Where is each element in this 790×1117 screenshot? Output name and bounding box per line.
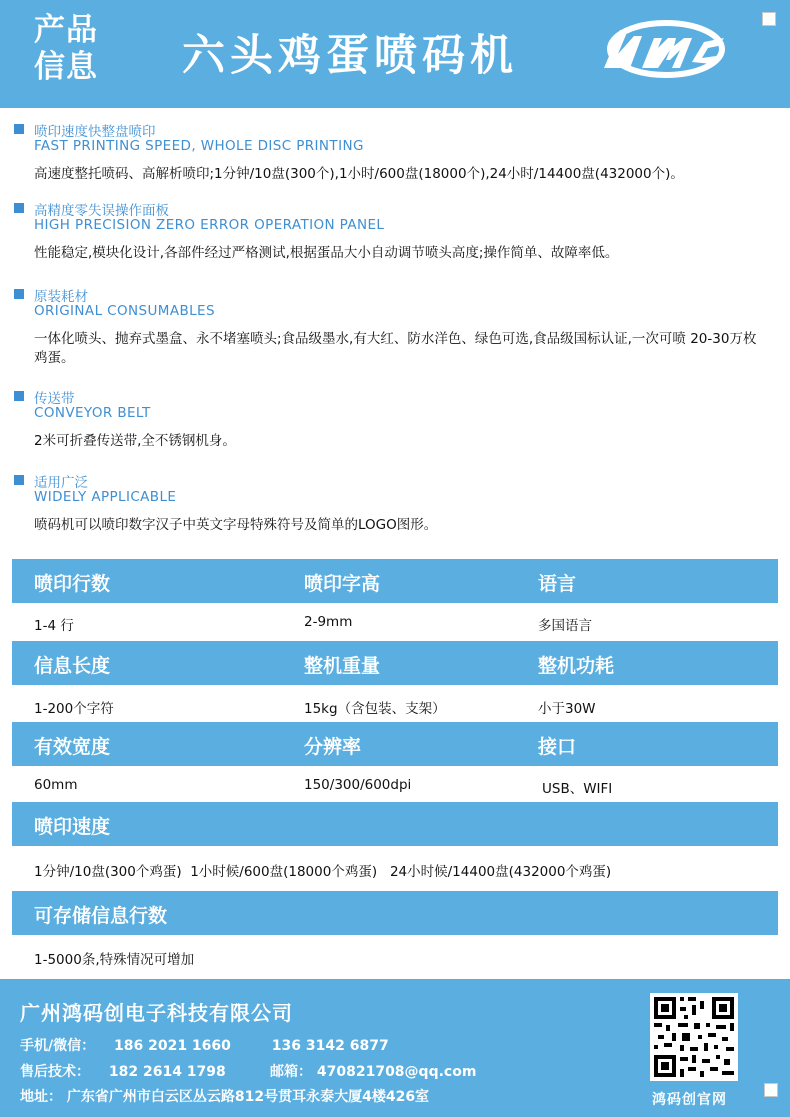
phone-label: 手机/微信： xyxy=(20,1038,96,1054)
support-label: 售后技术： xyxy=(20,1064,90,1080)
corner-square-decoration xyxy=(762,12,776,26)
page-title: 六头鸡蛋喷码机 xyxy=(182,31,518,81)
feature-description: 性能稳定,模块化设计,各部件经过严格测试,根据蛋品大小自动调节喷头高度;操作简单、故障率低。 xyxy=(34,245,619,261)
spec-value: 1-5000条,特殊情况可增加 xyxy=(34,952,195,968)
company-name: 广州鸿码创电子科技有限公司 xyxy=(20,1001,293,1025)
spec-value: 小于30W xyxy=(538,701,596,717)
address-label: 地址： xyxy=(20,1089,62,1105)
spec-header: 整机功耗 xyxy=(538,655,615,677)
bullet-square-icon xyxy=(14,475,24,485)
email-line xyxy=(270,1061,476,1081)
spec-header: 接口 xyxy=(538,736,577,758)
spec-header: 信息长度 xyxy=(34,655,111,677)
spec-value: 15kg（含包装、支架） xyxy=(304,701,446,717)
spec-value: 2-9mm xyxy=(304,614,353,630)
spec-header: 喷印字高 xyxy=(304,573,381,595)
label-line-2: 信息 xyxy=(34,49,98,85)
spec-header: 喷印速度 xyxy=(34,816,111,838)
bullet-square-icon xyxy=(14,391,24,401)
phone-number[interactable]: 186 2021 1660 xyxy=(114,1038,231,1054)
feature-title-en: ORIGINAL CONSUMABLES xyxy=(34,303,215,319)
brand-logo xyxy=(594,16,734,82)
spec-header: 语言 xyxy=(538,573,577,595)
feature-title-en: WIDELY APPLICABLE xyxy=(34,489,177,505)
spec-value: 150/300/600dpi xyxy=(304,777,412,793)
feature-title-cn: 传送带 xyxy=(34,391,75,407)
spec-header-bar xyxy=(12,722,778,766)
phone-number[interactable]: 136 3142 6877 xyxy=(271,1038,389,1054)
feature-title-en: HIGH PRECISION ZERO ERROR OPERATION PANEL xyxy=(34,217,385,233)
corner-square-decoration xyxy=(764,1083,778,1097)
bullet-square-icon xyxy=(14,203,24,213)
bullet-square-icon xyxy=(14,124,24,134)
support-line xyxy=(20,1061,226,1081)
feature-description: 高速度整托喷码、高解析喷印;1分钟/10盘(300个),1小时/600盘(18000个),24小时/14400盘(432000个)。 xyxy=(34,166,684,182)
spec-header: 有效宽度 xyxy=(34,736,111,758)
qr-code[interactable] xyxy=(650,993,738,1081)
spec-value: 多国语言 xyxy=(538,618,592,634)
qr-caption: 鸿码创官网 xyxy=(652,1092,727,1108)
feature-title-en: CONVEYOR BELT xyxy=(34,405,151,421)
feature-title-cn: 高精度零失误操作面板 xyxy=(34,203,169,219)
feature-description: 喷码机可以喷印数字汉子中英文字母特殊符号及简单的LOGO图形。 xyxy=(34,517,438,533)
spec-value: 1-200个字符 xyxy=(34,701,114,717)
product-info-label xyxy=(34,12,114,86)
spec-header: 可存储信息行数 xyxy=(34,905,168,927)
bullet-square-icon xyxy=(14,289,24,299)
label-line-1: 产品 xyxy=(34,12,98,48)
header-banner xyxy=(0,0,790,108)
address-text: 广东省广州市白云区丛云路812号贯耳永泰大厦4楼426室 xyxy=(66,1089,430,1105)
feature-title-cn: 喷印速度快整盘喷印 xyxy=(34,124,156,140)
feature-title-cn: 原装耗材 xyxy=(34,289,88,305)
spec-header: 喷印行数 xyxy=(34,573,111,595)
spec-header-bar xyxy=(12,641,778,685)
spec-value: 60mm xyxy=(34,777,78,793)
spec-value: USB、WIFI xyxy=(542,781,613,797)
spec-header-bar xyxy=(12,891,778,935)
footer-contact xyxy=(0,979,790,1117)
address-line xyxy=(20,1086,429,1106)
spec-header: 分辨率 xyxy=(304,736,362,758)
spec-header-bar xyxy=(12,802,778,846)
email-label: 邮箱： xyxy=(270,1064,312,1080)
feature-description: 2米可折叠传送带,全不锈钢机身。 xyxy=(34,433,236,449)
email-address[interactable]: 470821708@qq.com xyxy=(316,1064,477,1080)
feature-description: 一体化喷头、抛弃式墨盒、永不堵塞喷头;食品级墨水,有大红、防水洋色、绿色可选,食品级国标认证,一次可喷 20-30万枚鸡蛋。 xyxy=(34,331,757,366)
feature-title-cn: 适用广泛 xyxy=(34,475,88,491)
feature-title-en: FAST PRINTING SPEED, WHOLE DISC PRINTING xyxy=(34,138,364,154)
phone-line xyxy=(20,1035,389,1055)
support-phone[interactable]: 182 2614 1798 xyxy=(108,1064,226,1080)
spec-value: 1-4 行 xyxy=(34,618,74,634)
spec-header-bar xyxy=(12,559,778,603)
spec-header: 整机重量 xyxy=(304,655,381,677)
spec-value: 1分钟/10盘(300个鸡蛋) 1小时候/600盘(18000个鸡蛋) 24小时候/14400盘(432000个鸡蛋) xyxy=(34,864,612,880)
